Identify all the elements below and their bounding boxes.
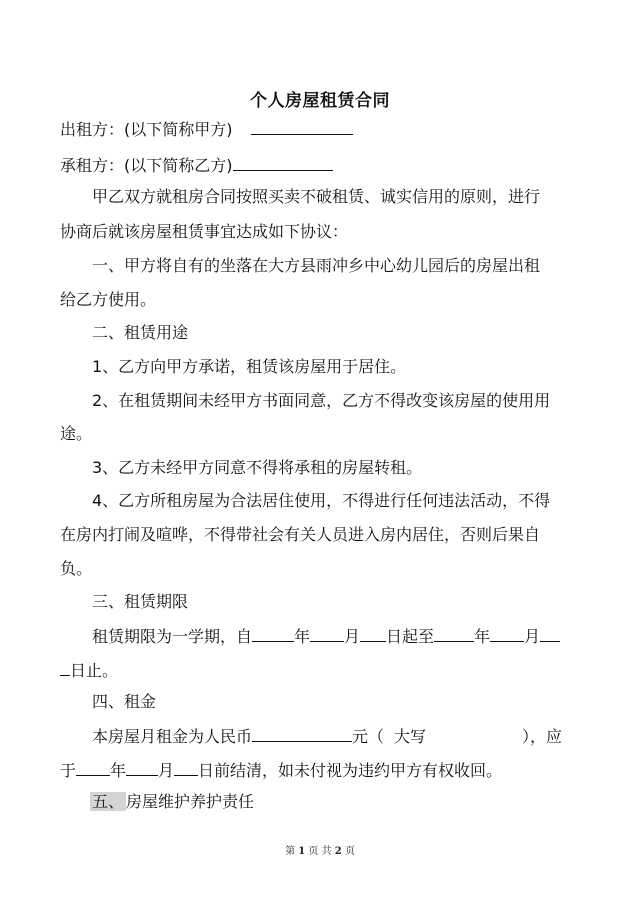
clause-2-item-1: 1、乙方向甲方承诺，租赁该房屋用于居住。	[92, 357, 407, 376]
lessor-line	[60, 118, 590, 140]
day-from-label: 日起至	[386, 627, 435, 646]
pay-day-blank	[174, 759, 198, 776]
clause-5-heading	[90, 792, 620, 812]
end-label: 日止。	[70, 661, 119, 680]
clause-1-line-1: 一、甲方将自有的坐落在大方县雨冲乡中心幼儿园后的房屋出租	[92, 256, 541, 275]
clause-4-rent-line	[92, 725, 590, 747]
payment-tail-text: 日前结清，如未付视为违约甲方有权收回。	[198, 761, 503, 780]
lessor-name-blank	[251, 118, 353, 135]
clause-4-heading: 四、租金	[92, 692, 157, 711]
rent-text: 本房屋月租金为人民币	[92, 727, 253, 746]
yuan-label: 元（	[352, 727, 385, 746]
highlighted-text: 五、	[92, 792, 125, 811]
lessee-name-blank	[233, 154, 333, 171]
footer-page-number: 1	[298, 846, 306, 857]
month-label: 月	[524, 627, 541, 646]
term-text: 租赁期限为一学期，自	[92, 627, 253, 646]
clause-2-item-2-line-2: 途。	[60, 424, 93, 443]
rent-amount-blank	[252, 725, 352, 742]
start-year-blank	[252, 625, 294, 642]
page-footer	[0, 842, 640, 857]
footer-gong: 共	[321, 846, 332, 857]
intro-line-2: 协商后就该房屋租赁事宜达成如下协议：	[60, 222, 349, 241]
clause-2-item-2-line-1: 2、在租赁期间未经甲方书面同意，乙方不得改变该房屋的使用用	[92, 391, 551, 410]
start-day-blank	[360, 625, 386, 642]
clause-2-item-4-line-2: 在房内打闹及喧哗，不得带社会有关人员进入房内居住，否则后果自	[60, 525, 541, 544]
lessee-line	[60, 154, 590, 176]
month-label: 月	[158, 761, 175, 780]
clause-2-item-4-line-1: 4、乙方所租房屋为合法居住使用，不得进行任何违法活动，不得	[92, 491, 551, 510]
clause-2-item-3: 3、乙方未经甲方同意不得将承租的房屋转租。	[92, 458, 423, 477]
intro-line-1: 甲乙双方就租房合同按照买卖不破租赁、诚实信用的原则，进行	[92, 187, 541, 206]
clause-2-heading: 二、租赁用途	[92, 323, 189, 342]
daxie-label: 大写	[394, 727, 427, 746]
footer-di: 第	[285, 846, 296, 857]
year-label: 年	[474, 627, 491, 646]
year-label: 年	[110, 761, 127, 780]
clause-4-payment-line	[60, 759, 590, 781]
document-title: 个人房屋租赁合同	[250, 91, 390, 111]
clause-3-term-line	[92, 625, 590, 647]
pay-year-blank	[76, 759, 110, 776]
close-paren-label: ），应	[522, 727, 563, 746]
month-label: 月	[344, 627, 361, 646]
clause-3-term-line-2	[60, 659, 590, 681]
end-day-blank-part1	[540, 625, 560, 642]
footer-total-pages: 2	[334, 846, 342, 857]
end-month-blank	[490, 625, 524, 642]
end-day-blank-part2	[60, 659, 70, 676]
footer-ye2: 页	[344, 846, 355, 857]
yu-label: 于	[60, 761, 77, 780]
lessor-label: 出租方：(以下简称甲方)	[60, 120, 233, 139]
lessee-label: 承租方：(以下简称乙方)	[60, 156, 233, 175]
footer-ye: 页	[308, 846, 319, 857]
clause-2-item-4-line-3: 负。	[60, 559, 93, 578]
year-label: 年	[294, 627, 311, 646]
clause-1-line-2: 给乙方使用。	[60, 290, 157, 309]
end-year-blank	[434, 625, 474, 642]
pay-month-blank	[126, 759, 158, 776]
clause-3-heading: 三、租赁期限	[92, 592, 189, 611]
clause-5-heading-text: 房屋维护养护责任	[126, 792, 255, 811]
start-month-blank	[310, 625, 344, 642]
